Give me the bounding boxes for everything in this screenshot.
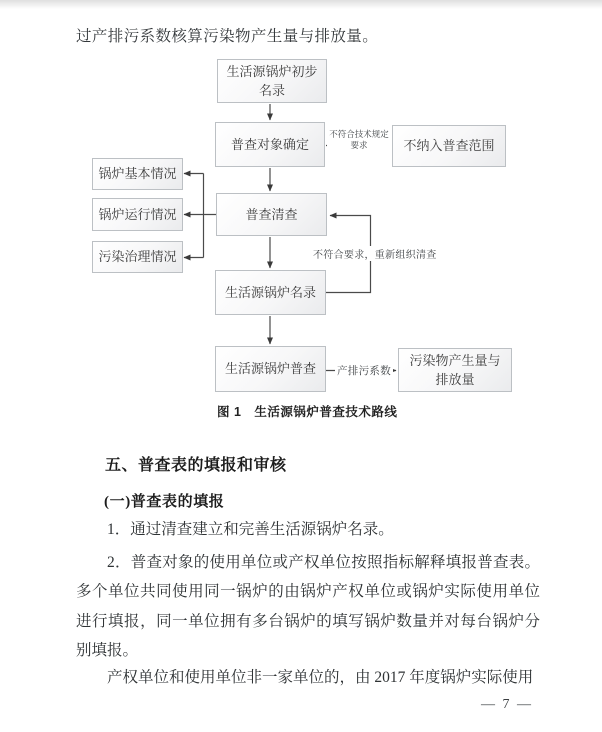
flow-node-boiler-census: 生活源锅炉普查 (215, 346, 326, 392)
intro-text: 过产排污系数核算污染物产生量与排放量。 (76, 28, 379, 45)
edge-label-tech-line2: 要求 (350, 139, 368, 150)
flow-node-result: 污染物产生量与排放量 (398, 348, 512, 392)
flow-node-exclude: 不纳入普查范围 (392, 125, 506, 167)
flow-node-census-check: 普查清查 (216, 193, 327, 236)
flow-node-determine: 普查对象确定 (215, 122, 325, 167)
paragraph-continue: 产权单位和使用单位非一家单位的，由 2017 年度锅炉实际使用 (107, 669, 534, 686)
section-heading: 五、普查表的填报和审核 (105, 457, 287, 474)
paragraph-item1: 1．通过清查建立和完善生活源锅炉名录。 (107, 521, 394, 538)
flow-node-pollution-treatment: 污染治理情况 (92, 241, 183, 273)
flow-node-initial-list: 生活源锅炉初步名录 (217, 59, 327, 103)
subsection-heading: (一)普查表的填报 (104, 494, 225, 510)
flow-node-boiler-operation: 锅炉运行情况 (92, 198, 183, 231)
flow-node-boiler-basic: 锅炉基本情况 (92, 158, 183, 190)
edge-label-redo-check: 不符合要求，重新组织清查 (311, 246, 439, 261)
edge-label-tech-line1: 不符合技术规定 (329, 129, 389, 139)
edge-label-tech-requirement (327, 129, 391, 150)
edge-label-coefficient: 产排污系数 (335, 363, 393, 378)
figure-caption: 图 1 生活源锅炉普查技术路线 (217, 405, 398, 419)
paragraph-item2: 2．普查对象的使用单位或产权单位按照指标解释填报普查表。多个单位共同使用同一锅炉的由锅炉产权单位或锅炉实际使用单位进行填报，同一单位拥有多台锅炉的填写锅炉数量并对每台锅炉分别填报。 (76, 554, 540, 660)
page-number: — 7 — (481, 697, 533, 712)
flow-node-boiler-list: 生活源锅炉名录 (215, 270, 326, 315)
